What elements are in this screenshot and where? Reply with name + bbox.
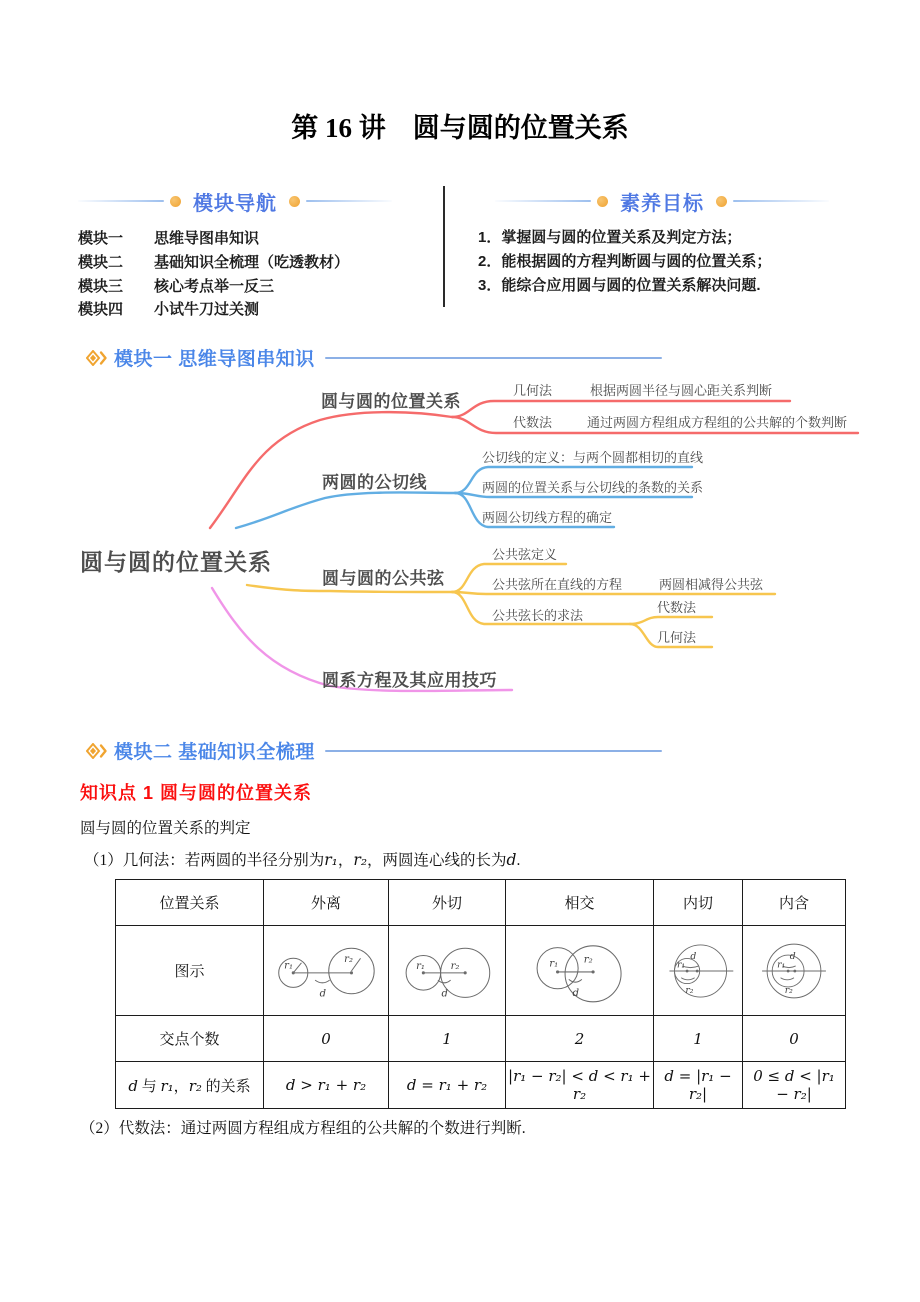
goals-badge-label: 素养目标 — [620, 192, 704, 215]
nav-item-term: 模块一 — [78, 230, 124, 248]
badge-line-left — [78, 200, 164, 202]
mindmap-leaf-tangent-count: 两圆的位置关系与公切线的条数的关系 — [482, 480, 704, 495]
mindmap-node-common-chord: 圆与圆的公共弦 — [322, 569, 445, 588]
mindmap-leaf-chord-definition: 公共弦定义 — [492, 547, 558, 562]
nav-item — [78, 297, 392, 321]
method1-text — [84, 848, 520, 870]
relation-label-suffix: 的关系 — [201, 1078, 251, 1095]
relation-cell: d = |r₁ − r₂| — [654, 1062, 743, 1109]
double-diamond-icon — [86, 743, 108, 759]
nav-item-desc: 小试牛刀过关测 — [154, 301, 260, 319]
row-label-cell — [116, 1062, 264, 1109]
relation-label-comma: ， — [173, 1078, 189, 1095]
label-d: d — [441, 987, 448, 999]
diagram-cell-internal-tangent — [654, 926, 743, 1016]
goal-item: 3．能综合应用圆与圆的位置关系解决问题. — [478, 277, 761, 295]
header-cell: 内切 — [654, 880, 743, 926]
label-r1: r₁ — [677, 959, 686, 971]
var-r2: r₂ — [188, 1076, 202, 1095]
label-r2: r₂ — [583, 953, 593, 966]
label-r1: r₁ — [777, 959, 786, 971]
badge-dot-icon — [289, 196, 300, 207]
competency-goals — [462, 188, 862, 297]
position-relation-table — [115, 879, 846, 1109]
nav-item-desc: 思维导图串知识 — [154, 230, 260, 248]
badge-dot-icon — [170, 196, 181, 207]
header-cell: 位置关系 — [116, 880, 264, 926]
module-navigation — [78, 188, 392, 321]
relation-label-text: 与 — [137, 1078, 161, 1095]
diagram-cell-separate — [264, 926, 389, 1016]
nav-item — [78, 273, 392, 297]
nav-item-term: 模块四 — [78, 301, 124, 319]
mindmap-leaf-geometry-desc: 根据两圆半径与圆心距关系判断 — [590, 383, 773, 398]
table-relation-row — [116, 1062, 846, 1109]
relation-cell: 0 ≤ d < |r₁ − r₂| — [743, 1062, 846, 1109]
goal-item: 2．能根据圆的方程判断圆与圆的位置关系； — [478, 252, 772, 270]
label-d: d — [690, 950, 697, 962]
mindmap-node-common-tangent: 两圆的公切线 — [322, 473, 427, 492]
label-r2: r₂ — [344, 953, 353, 965]
circles-internal-tangent-diagram — [656, 931, 740, 1011]
nav-badge — [78, 188, 392, 214]
nav-item — [78, 226, 392, 250]
header-cell: 外切 — [389, 880, 506, 926]
mindmap-leaf-geometry-method: 几何法 — [513, 383, 553, 398]
diagram-cell-contained — [743, 926, 846, 1016]
knowledge-point-heading: 知识点 1 圆与圆的位置关系 — [80, 783, 313, 803]
mindmap-leaf-chord-algebra: 代数法 — [657, 600, 697, 615]
row-label-cell: 图示 — [116, 926, 264, 1016]
header-cell: 内含 — [743, 880, 846, 926]
table-header-row — [116, 880, 846, 926]
mindmap-leaf-algebra-method: 代数法 — [513, 415, 553, 430]
badge-line-left — [495, 200, 591, 202]
count-cell: 1 — [389, 1016, 506, 1062]
relation-cell: d = r₁ + r₂ — [389, 1062, 506, 1109]
knowledge-intro: 圆与圆的位置关系的判定 — [80, 820, 251, 837]
header-cell: 相交 — [506, 880, 654, 926]
label-d: d — [572, 986, 579, 999]
relation-cell: d > r₁ + r₂ — [264, 1062, 389, 1109]
label-r2: r₂ — [685, 984, 694, 996]
label-r2: r₂ — [450, 960, 460, 972]
column-divider — [443, 186, 445, 307]
nav-item-desc: 核心考点举一反三 — [154, 277, 275, 295]
nav-badge-label: 模块导航 — [193, 192, 277, 215]
goal-item: 1．掌握圆与圆的位置关系及判定方法； — [478, 228, 742, 246]
mindmap-leaf-chord-geometry: 几何法 — [657, 630, 697, 645]
double-diamond-icon — [86, 350, 108, 366]
label-r1: r₁ — [284, 959, 293, 971]
badge-line-right — [306, 200, 392, 202]
method1-comma: ， — [337, 852, 354, 869]
label-r1: r₁ — [548, 956, 558, 969]
mindmap-node-position-relation: 圆与圆的位置关系 — [321, 392, 461, 411]
header-cell: 外离 — [264, 880, 389, 926]
section2-title: 模块二 基础知识全梳理 — [114, 742, 315, 763]
relation-cell: |r₁ − r₂| < d < r₁ + r₂ — [506, 1062, 654, 1109]
nav-item-term: 模块二 — [78, 254, 124, 272]
section-header-module1 — [86, 344, 662, 371]
count-cell: 1 — [654, 1016, 743, 1062]
var-r1: r₁ — [324, 851, 338, 869]
mindmap-leaf-chord-line-note: 两圆相减得公共弦 — [659, 577, 764, 592]
count-cell: 0 — [743, 1016, 846, 1062]
var-r1: r₁ — [160, 1076, 174, 1095]
badge-dot-icon — [597, 196, 608, 207]
method1-mid: ，两圆连心线的长为 — [367, 852, 507, 869]
mindmap-root: 圆与圆的位置关系 — [80, 549, 272, 575]
nav-item-term: 模块三 — [78, 277, 124, 295]
mindmap-leaf-tangent-definition: 公切线的定义：与两个圆都相切的直线 — [482, 450, 704, 465]
count-cell: 2 — [506, 1016, 654, 1062]
diagram-cell-intersecting — [506, 926, 654, 1016]
mindmap — [0, 372, 920, 717]
circles-contained-diagram — [752, 931, 836, 1011]
circles-external-tangent-diagram — [391, 931, 503, 1011]
circles-intersecting-diagram — [516, 929, 644, 1013]
nav-list — [78, 226, 392, 321]
diagram-cell-external-tangent — [389, 926, 506, 1016]
count-cell: 0 — [264, 1016, 389, 1062]
var-d: d — [128, 1076, 138, 1095]
section1-title: 模块一 思维导图串知识 — [114, 349, 315, 370]
nav-item — [78, 250, 392, 274]
mindmap-leaf-algebra-desc: 通过两圆方程组成方程组的公共解的个数判断 — [587, 415, 848, 430]
method2-text: （2）代数法：通过两圆方程组成方程组的公共解的个数进行判断. — [80, 1120, 526, 1137]
goal-list — [462, 224, 862, 297]
label-r2: r₂ — [784, 984, 793, 996]
mindmap-node-circle-system: 圆系方程及其应用技巧 — [322, 671, 497, 690]
method1-prefix: （1）几何法：若两圆的半径分别为 — [84, 852, 325, 869]
page-title: 第 16 讲 圆与圆的位置关系 — [291, 113, 629, 143]
table-count-row — [116, 1016, 846, 1062]
var-d: d — [506, 851, 517, 869]
label-r1: r₁ — [416, 960, 425, 972]
mindmap-leaf-tangent-equation: 两圆公切线方程的确定 — [482, 510, 613, 525]
label-d: d — [789, 950, 796, 962]
goals-badge — [462, 188, 862, 214]
mindmap-leaf-chord-line-equation: 公共弦所在直线的方程 — [492, 577, 623, 592]
circles-separate-diagram — [266, 931, 386, 1011]
table-diagram-row — [116, 926, 846, 1016]
badge-dot-icon — [716, 196, 727, 207]
method1-end: . — [516, 852, 521, 869]
section-header-line — [325, 357, 662, 359]
section-header-module2 — [86, 737, 662, 764]
nav-item-desc: 基础知识全梳理（吃透教材） — [154, 254, 350, 272]
row-label-cell: 交点个数 — [116, 1016, 264, 1062]
badge-line-right — [733, 200, 829, 202]
mindmap-leaf-chord-length: 公共弦长的求法 — [492, 608, 584, 623]
label-d: d — [319, 987, 327, 999]
section-header-line — [325, 750, 662, 752]
var-r2: r₂ — [353, 851, 368, 869]
